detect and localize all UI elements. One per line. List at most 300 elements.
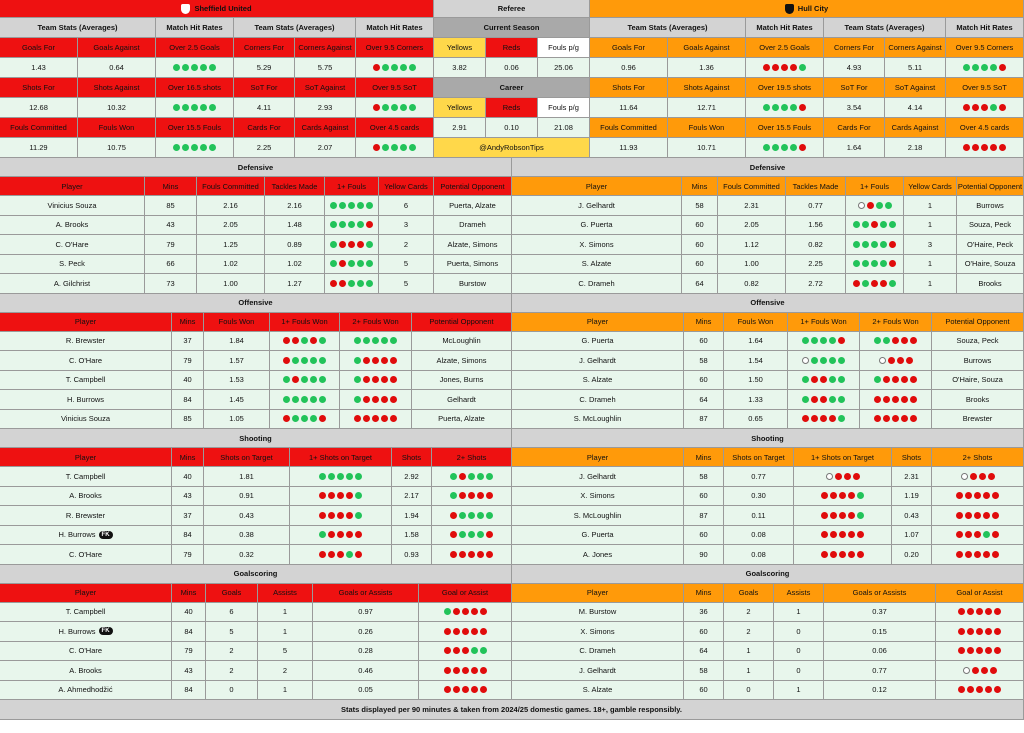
miss-dot: [839, 531, 846, 538]
hit-rate-dots: [419, 681, 512, 701]
miss-dot: [976, 647, 983, 654]
home-stat-head: Over 15.5 Fouls: [156, 118, 234, 138]
dots: [853, 221, 896, 228]
hit-rate-dots: [419, 622, 512, 642]
miss-dot: [444, 667, 451, 674]
player-stat: 1: [774, 681, 824, 701]
player-stat: 2.05: [718, 216, 786, 236]
player-stat: Puerta, Alzate: [412, 410, 512, 430]
home-col-head: Goals: [206, 584, 258, 603]
player-stat: 60: [684, 681, 724, 701]
dots: [319, 531, 362, 538]
player-stat: 1.00: [197, 274, 265, 294]
player-row: [0, 622, 1024, 642]
empty-dot: [802, 357, 809, 364]
player-stat: 1.33: [724, 390, 788, 410]
miss-dot: [480, 667, 487, 674]
miss-dot: [390, 396, 397, 403]
hit-dot: [381, 337, 388, 344]
dots: [319, 551, 362, 558]
player-stat: 1: [724, 642, 774, 662]
hit-dot: [209, 64, 216, 71]
player-row: [0, 545, 1024, 565]
miss-dot: [829, 415, 836, 422]
miss-dot: [453, 608, 460, 615]
miss-dot: [330, 280, 337, 287]
hit-dot: [874, 337, 881, 344]
player-name: X. Simons: [512, 487, 684, 507]
miss-dot: [981, 144, 988, 151]
home-col-head: Mins: [172, 448, 204, 467]
hit-rate-dots: [156, 98, 234, 118]
player-name: C. O'Hare: [0, 642, 172, 662]
miss-dot: [857, 531, 864, 538]
player-name: A. Brooks: [0, 487, 172, 507]
miss-dot: [292, 337, 299, 344]
dots: [826, 473, 860, 480]
hit-dot: [990, 104, 997, 111]
player-stat: 0.65: [724, 410, 788, 430]
player-name: S. McLoughlin: [512, 410, 684, 430]
home-col-head: Shots: [392, 448, 432, 467]
hit-rate-dots: [936, 681, 1024, 701]
hit-dot: [862, 221, 869, 228]
player-stat: 1.19: [892, 487, 932, 507]
miss-dot: [994, 647, 1001, 654]
player-stat: 1.57: [204, 351, 270, 371]
dots: [802, 357, 845, 364]
miss-dot: [910, 337, 917, 344]
away-stat-value: 11.64: [590, 98, 668, 118]
hit-rate-dots: [936, 603, 1024, 623]
hit-dot: [853, 221, 860, 228]
hit-dot: [301, 376, 308, 383]
cell: Team Stats (Averages): [0, 18, 156, 38]
player-stat: 60: [684, 526, 724, 546]
miss-dot: [910, 376, 917, 383]
hit-rate-dots: [846, 235, 904, 255]
career-reds-head: Reds: [486, 98, 538, 118]
miss-dot: [883, 396, 890, 403]
miss-dot: [319, 492, 326, 499]
hit-dot: [829, 376, 836, 383]
section-title: Goalscoring: [0, 565, 512, 584]
miss-dot: [799, 104, 806, 111]
miss-dot: [871, 221, 878, 228]
hit-rate-dots: [860, 332, 932, 352]
player-row: [0, 487, 1024, 507]
miss-dot: [974, 512, 981, 519]
miss-dot: [337, 492, 344, 499]
player-stat: 0.89: [265, 235, 325, 255]
away-stat-head: Shots For: [590, 78, 668, 98]
miss-dot: [363, 357, 370, 364]
away-col-head: Player: [512, 584, 684, 603]
section-shooting: [0, 429, 1024, 448]
miss-dot: [985, 686, 992, 693]
team-stats-val-r3: [0, 138, 1024, 158]
miss-dot: [972, 104, 979, 111]
player-stat: 1.07: [892, 526, 932, 546]
dots: [354, 337, 397, 344]
player-stat: 1.02: [197, 255, 265, 275]
player-stat: 2: [206, 661, 258, 681]
hit-dot: [182, 104, 189, 111]
hit-rate-dots: [325, 274, 379, 294]
player-stat: 43: [145, 216, 197, 236]
player-stat: 0.91: [204, 487, 290, 507]
away-col-head: Mins: [684, 313, 724, 332]
away-stat-value: 10.71: [668, 138, 746, 158]
career-label: Career: [434, 78, 590, 98]
miss-dot: [972, 144, 979, 151]
dots: [958, 608, 1001, 615]
dots: [444, 686, 487, 693]
miss-dot: [811, 396, 818, 403]
hit-dot: [182, 64, 189, 71]
dots: [283, 357, 326, 364]
hit-dot: [400, 64, 407, 71]
player-stat: 1.56: [786, 216, 846, 236]
miss-dot: [462, 628, 469, 635]
dots: [874, 376, 917, 383]
player-row: [0, 467, 1024, 487]
miss-dot: [802, 415, 809, 422]
home-col-head: Assists: [258, 584, 313, 603]
player-stat: 1: [258, 622, 313, 642]
home-stat-value: 10.75: [78, 138, 156, 158]
miss-dot: [983, 551, 990, 558]
player-row: [0, 274, 1024, 294]
player-stat: 0: [724, 681, 774, 701]
player-stat: 60: [684, 487, 724, 507]
miss-dot: [772, 64, 779, 71]
miss-dot: [328, 531, 335, 538]
player-stat: 1.12: [718, 235, 786, 255]
section-title: Offensive: [512, 294, 1024, 313]
hit-rate-dots: [340, 332, 412, 352]
hit-dot: [348, 280, 355, 287]
player-stat: 0.08: [724, 545, 794, 565]
hit-rate-dots: [746, 138, 824, 158]
miss-dot: [910, 396, 917, 403]
hit-dot: [382, 64, 389, 71]
miss-dot: [292, 376, 299, 383]
hit-rate-dots: [290, 487, 392, 507]
player-name: C. Drameh: [512, 390, 684, 410]
section-head-defensive: [0, 177, 1024, 196]
player-stat: 60: [682, 235, 718, 255]
home-stat-head: Cards Against: [295, 118, 356, 138]
miss-dot: [471, 667, 478, 674]
player-stat: 1: [724, 661, 774, 681]
miss-dot: [848, 551, 855, 558]
section-title: Defensive: [512, 158, 1024, 177]
miss-dot: [390, 357, 397, 364]
player-stat: 58: [684, 661, 724, 681]
hit-dot: [790, 104, 797, 111]
miss-dot: [381, 396, 388, 403]
away-col-head: Assists: [774, 584, 824, 603]
title-row: [0, 0, 1024, 18]
miss-dot: [821, 531, 828, 538]
dots: [444, 608, 487, 615]
player-stat: 5: [206, 622, 258, 642]
away-stat-head: Over 2.5 Goals: [746, 38, 824, 58]
hit-dot: [319, 531, 326, 538]
miss-dot: [390, 415, 397, 422]
miss-dot: [874, 396, 881, 403]
dots: [354, 357, 397, 364]
hit-rate-dots: [270, 332, 340, 352]
away-col-head: Mins: [684, 584, 724, 603]
player-stat: 0.97: [313, 603, 419, 623]
miss-dot: [999, 64, 1006, 71]
miss-dot: [974, 531, 981, 538]
miss-dot: [965, 551, 972, 558]
player-row: [0, 255, 1024, 275]
player-stat: 64: [684, 390, 724, 410]
dots: [330, 260, 373, 267]
hit-dot: [391, 104, 398, 111]
miss-dot: [453, 686, 460, 693]
player-stat: 0.26: [313, 622, 419, 642]
player-name: S. Alzate: [512, 255, 682, 275]
cell: Match Hit Rates: [156, 18, 234, 38]
dots: [319, 473, 362, 480]
away-col-head: Fouls Won: [724, 313, 788, 332]
dots: [283, 396, 326, 403]
miss-dot: [992, 551, 999, 558]
miss-dot: [790, 64, 797, 71]
player-stat: 0.11: [724, 506, 794, 526]
miss-dot: [328, 492, 335, 499]
team-stats-head-r3: [0, 118, 1024, 138]
hit-dot: [292, 415, 299, 422]
miss-dot: [972, 667, 979, 674]
miss-dot: [983, 512, 990, 519]
player-stat: 1.64: [724, 332, 788, 352]
player-stat: 1.02: [265, 255, 325, 275]
home-col-head: Goals or Assists: [313, 584, 419, 603]
player-stat: 1.48: [265, 216, 325, 236]
home-col-head: Fouls Committed: [197, 177, 265, 196]
player-name: G. Puerta: [512, 332, 684, 352]
miss-dot: [366, 221, 373, 228]
player-stat: 0: [206, 681, 258, 701]
section-title: Defensive: [0, 158, 512, 177]
miss-dot: [976, 686, 983, 693]
player-stat: 40: [172, 371, 204, 391]
miss-dot: [883, 415, 890, 422]
miss-dot: [892, 415, 899, 422]
player-row: [0, 351, 1024, 371]
hit-rate-dots: [788, 371, 860, 391]
hit-rate-dots: [270, 410, 340, 430]
player-stat: Burrows: [957, 196, 1024, 216]
player-stat: 1: [904, 216, 957, 236]
away-col-head: Goals or Assists: [824, 584, 936, 603]
player-stat: 66: [145, 255, 197, 275]
player-stat: 5: [258, 642, 313, 662]
miss-dot: [956, 492, 963, 499]
player-stat: 40: [172, 603, 206, 623]
player-stat: Drameh: [434, 216, 512, 236]
miss-dot: [830, 512, 837, 519]
player-stat: 2.72: [786, 274, 846, 294]
miss-dot: [471, 628, 478, 635]
home-stat-value: 2.07: [295, 138, 356, 158]
player-stat: 60: [684, 332, 724, 352]
hit-dot: [173, 104, 180, 111]
dots: [330, 280, 373, 287]
hit-rate-dots: [932, 545, 1024, 565]
player-stat: 2.05: [197, 216, 265, 236]
section-goalscoring: [0, 565, 1024, 584]
player-stat: 0.28: [313, 642, 419, 662]
player-name: R. Brewster: [0, 332, 172, 352]
hit-dot: [319, 337, 326, 344]
hit-dot: [983, 531, 990, 538]
player-row: [0, 681, 1024, 701]
miss-dot: [328, 551, 335, 558]
player-stat: 0.06: [824, 642, 936, 662]
miss-dot: [462, 667, 469, 674]
dots: [821, 492, 864, 499]
team-stats-val-r1: [0, 58, 1024, 78]
hit-rate-dots: [788, 332, 860, 352]
miss-dot: [337, 512, 344, 519]
player-stat: 1.81: [204, 467, 290, 487]
player-stat: 0.20: [892, 545, 932, 565]
home-col-head: 1+ Fouls Won: [270, 313, 340, 332]
hit-dot: [283, 396, 290, 403]
miss-dot: [348, 241, 355, 248]
home-stat-head: Goals Against: [78, 38, 156, 58]
player-stat: 37: [172, 332, 204, 352]
miss-dot: [901, 337, 908, 344]
player-stat: 2: [724, 622, 774, 642]
dots: [961, 473, 995, 480]
miss-dot: [462, 647, 469, 654]
section-title: Shooting: [0, 429, 512, 448]
player-row: [0, 526, 1024, 546]
player-row: [0, 506, 1024, 526]
player-row: [0, 603, 1024, 623]
player-stat: 43: [172, 487, 204, 507]
miss-dot: [328, 512, 335, 519]
career-fouls-head: Fouls p/g: [538, 98, 590, 118]
hit-dot: [459, 512, 466, 519]
player-name: A. Brooks: [0, 661, 172, 681]
empty-dot: [858, 202, 865, 209]
miss-dot: [965, 512, 972, 519]
hit-rate-dots: [325, 196, 379, 216]
hit-dot: [292, 396, 299, 403]
player-stat: 2.17: [392, 487, 432, 507]
dots: [956, 531, 999, 538]
player-stat: McLoughlin: [412, 332, 512, 352]
player-name: Vinicius Souza: [0, 196, 145, 216]
hit-rate-dots: [432, 487, 512, 507]
player-stat: O'Haire, Peck: [957, 235, 1024, 255]
miss-dot: [477, 492, 484, 499]
away-col-head: Mins: [682, 177, 718, 196]
miss-dot: [381, 415, 388, 422]
away-stat-value: 4.93: [824, 58, 885, 78]
dots: [821, 531, 864, 538]
dots: [821, 551, 864, 558]
miss-dot: [999, 144, 1006, 151]
miss-dot: [901, 415, 908, 422]
player-stat: 3: [379, 216, 434, 236]
player-name: C. O'Hare: [0, 235, 145, 255]
dots: [763, 64, 806, 71]
home-col-head: Mins: [145, 177, 197, 196]
hit-dot: [468, 473, 475, 480]
miss-dot: [848, 492, 855, 499]
hit-dot: [339, 221, 346, 228]
player-stat: 0.12: [824, 681, 936, 701]
player-stat: 1.54: [724, 351, 788, 371]
miss-dot: [967, 628, 974, 635]
away-stat-value: 0.96: [590, 58, 668, 78]
hit-dot: [382, 104, 389, 111]
home-stat-value: 2.25: [234, 138, 295, 158]
player-stat: 79: [145, 235, 197, 255]
hit-rate-dots: [936, 622, 1024, 642]
miss-dot: [381, 376, 388, 383]
team-stats-val-r2: [0, 98, 1024, 118]
hit-dot: [209, 104, 216, 111]
miss-dot: [867, 202, 874, 209]
player-stat: 73: [145, 274, 197, 294]
dots: [330, 202, 373, 209]
player-stat: Brooks: [957, 274, 1024, 294]
miss-dot: [363, 376, 370, 383]
player-stat: 0.77: [824, 661, 936, 681]
cell: Team Stats (Averages): [590, 18, 746, 38]
section-head-offensive: [0, 313, 1024, 332]
player-name: S. Alzate: [512, 371, 684, 391]
player-row: [0, 216, 1024, 236]
player-row: [0, 642, 1024, 662]
dots: [956, 512, 999, 519]
hit-rate-dots: [270, 390, 340, 410]
miss-dot: [985, 608, 992, 615]
player-name: H. Burrows FK: [0, 526, 172, 546]
miss-dot: [390, 376, 397, 383]
hit-dot: [337, 473, 344, 480]
home-team-name: Sheffield United: [194, 4, 252, 13]
hit-rate-dots: [794, 526, 892, 546]
home-stat-head: SoT Against: [295, 78, 356, 98]
hit-dot: [468, 531, 475, 538]
player-stat: 5: [379, 274, 434, 294]
home-stat-head: Over 2.5 Goals: [156, 38, 234, 58]
hit-rate-dots: [290, 526, 392, 546]
away-stat-value: 11.93: [590, 138, 668, 158]
miss-dot: [444, 647, 451, 654]
player-stat: 2.92: [392, 467, 432, 487]
hit-dot: [319, 357, 326, 364]
player-stat: 0.43: [204, 506, 290, 526]
hit-dot: [802, 337, 809, 344]
dots: [763, 104, 806, 111]
miss-dot: [992, 531, 999, 538]
away-stat-head: Cards For: [824, 118, 885, 138]
dots: [853, 241, 896, 248]
